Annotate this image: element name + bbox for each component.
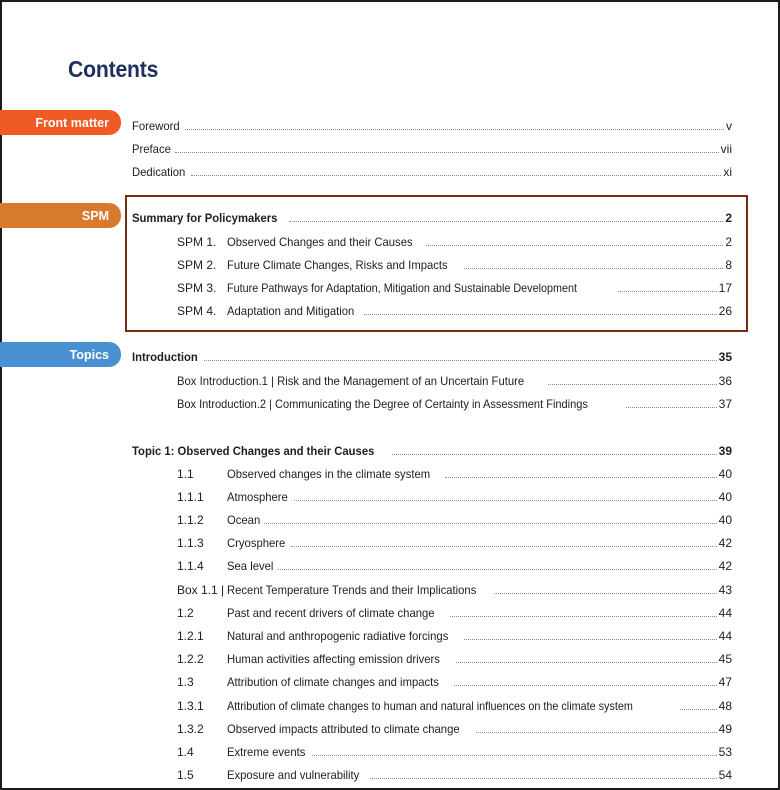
leader-dots [191, 175, 722, 176]
toc-entry[interactable] [177, 486, 732, 504]
entry-label: Ocean [227, 513, 261, 527]
entry-page: 40 [718, 513, 732, 527]
leader-dots [294, 500, 717, 501]
entry-label: Exposure and vulnerability [227, 768, 360, 782]
entry-label: Preface [132, 142, 171, 156]
toc-entry-spm2[interactable] [177, 254, 732, 272]
toc-entry[interactable] [177, 463, 732, 481]
entry-page: 48 [718, 699, 732, 713]
entry-number: 1.2 [177, 606, 194, 620]
page-title: Contents [68, 56, 159, 82]
entry-label: Topic 1: Observed Changes and their Causes [132, 444, 375, 458]
entry-number: 1.3 [177, 675, 194, 689]
entry-label: Past and recent drivers of climate change [227, 606, 435, 620]
entry-page: 40 [718, 467, 732, 481]
entry-page: 45 [718, 652, 732, 666]
leader-dots [204, 360, 717, 361]
entry-number: 1.1.2 [177, 513, 204, 527]
leader-dots [185, 129, 724, 130]
entry-page: 2 [725, 235, 732, 249]
entry-page: 17 [718, 281, 732, 295]
toc-entry-foreword[interactable] [132, 115, 732, 133]
leader-dots [626, 407, 717, 408]
entry-number: 1.1 [177, 467, 194, 481]
entry-number: SPM 4. [177, 304, 217, 318]
toc-entry-spm1[interactable] [177, 231, 732, 249]
tab-spm[interactable]: SPM [0, 203, 121, 228]
entry-label: Sea level [227, 559, 274, 573]
leader-dots [426, 245, 723, 246]
toc-entry[interactable] [177, 555, 732, 573]
entry-label: Observed Changes and their Causes [227, 235, 413, 249]
entry-label: Human activities affecting emission drivers [227, 652, 440, 666]
toc-entry-box-intro-1[interactable] [177, 370, 732, 388]
entry-label: Cryosphere [227, 536, 286, 550]
leader-dots [175, 152, 718, 153]
entry-number: Box 1.1 | [177, 583, 225, 597]
entry-number: 1.3.2 [177, 722, 204, 736]
entry-label: Future Pathways for Adaptation, Mitigation and Sustainable Development [227, 281, 578, 295]
entry-number: 1.1.4 [177, 559, 204, 573]
toc-entry[interactable] [177, 625, 732, 643]
entry-label: Natural and anthropogenic radiative forcings [227, 629, 449, 643]
toc-entry[interactable] [177, 718, 732, 736]
entry-page: v [726, 119, 732, 133]
entry-number: 1.2.2 [177, 652, 204, 666]
entry-page: 44 [718, 606, 732, 620]
entry-number: SPM 3. [177, 281, 217, 295]
entry-label: Recent Temperature Trends and their Implications [227, 583, 477, 597]
toc-entry[interactable] [177, 532, 732, 550]
entry-page: 8 [725, 258, 732, 272]
entry-label: Observed impacts attributed to climate change [227, 722, 460, 736]
entry-page: 44 [718, 629, 732, 643]
entry-page: 35 [718, 350, 732, 364]
entry-label: Observed changes in the climate system [227, 467, 431, 481]
entry-number: 1.1.1 [177, 490, 204, 504]
entry-page: 40 [718, 490, 732, 504]
entry-label: Atmosphere [227, 490, 288, 504]
entry-label: Adaptation and Mitigation [227, 304, 355, 318]
leader-dots [456, 662, 717, 663]
entry-label: Introduction [132, 350, 198, 364]
toc-entry[interactable] [177, 695, 732, 713]
entry-label: Future Climate Changes, Risks and Impacts [227, 258, 448, 272]
leader-dots [370, 778, 717, 779]
entry-number: 1.2.1 [177, 629, 204, 643]
leader-dots [312, 755, 716, 756]
leader-dots [364, 314, 716, 315]
toc-entry[interactable] [177, 509, 732, 527]
entry-page: 53 [718, 745, 732, 759]
entry-page: 2 [725, 211, 732, 225]
entry-page: 47 [718, 675, 732, 689]
entry-number: 1.4 [177, 745, 194, 759]
leader-dots [618, 291, 717, 292]
entry-page: vii [720, 142, 732, 156]
toc-entry[interactable] [177, 764, 732, 782]
entry-number: SPM 1. [177, 235, 217, 249]
toc-entry[interactable] [177, 648, 732, 666]
toc-entry-spm3[interactable] [177, 277, 732, 295]
toc-entry[interactable] [177, 741, 732, 759]
entry-number: 1.3.1 [177, 699, 204, 713]
entry-label: Dedication [132, 165, 186, 179]
leader-dots [454, 685, 716, 686]
toc-entry-dedication[interactable] [132, 161, 732, 179]
entry-label: Box Introduction.1 | Risk and the Management of an Uncertain Future [177, 374, 525, 388]
entry-label: Box Introduction.2 | Communicating the Degree of Certainty in Assessment Findings [177, 397, 588, 411]
entry-page: 42 [718, 559, 732, 573]
entry-page: 36 [718, 374, 732, 388]
leader-dots [291, 546, 717, 547]
toc-entry[interactable] [177, 602, 732, 620]
entry-page: xi [723, 165, 732, 179]
leader-dots [450, 616, 717, 617]
toc-entry[interactable] [177, 579, 732, 597]
leader-dots [464, 639, 716, 640]
entry-label: Extreme events [227, 745, 306, 759]
leader-dots [264, 523, 716, 524]
toc-entry-topic1[interactable] [132, 440, 732, 458]
entry-page: 42 [718, 536, 732, 550]
leader-dots [680, 709, 717, 710]
entry-page: 26 [718, 304, 732, 318]
leader-dots [445, 477, 717, 478]
entry-label: Foreword [132, 119, 180, 133]
entry-page: 43 [718, 583, 732, 597]
entry-page: 49 [718, 722, 732, 736]
entry-page: 54 [718, 768, 732, 782]
toc-entry-spm[interactable] [132, 207, 732, 225]
entry-label: Summary for Policymakers [132, 211, 278, 225]
leader-dots [392, 454, 717, 455]
leader-dots [548, 384, 716, 385]
entry-label: Attribution of climate changes and impacts [227, 675, 439, 689]
entry-label: Attribution of climate changes to human and natural influences on the climate system [227, 699, 633, 713]
entry-number: 1.5 [177, 768, 194, 782]
toc-entry-preface[interactable] [132, 138, 732, 156]
entry-number: 1.1.3 [177, 536, 204, 550]
toc-entry-spm4[interactable] [177, 300, 732, 318]
entry-number: SPM 2. [177, 258, 217, 272]
toc-entry-box-intro-2[interactable] [177, 393, 732, 411]
leader-dots [476, 732, 716, 733]
toc-entry-introduction[interactable] [132, 346, 732, 364]
leader-dots [464, 268, 724, 269]
leader-dots [278, 569, 716, 570]
toc-entry[interactable] [177, 671, 732, 689]
tab-topics[interactable]: Topics [0, 342, 121, 367]
tab-front-matter[interactable]: Front matter [0, 110, 121, 135]
leader-dots [289, 221, 724, 222]
entry-page: 39 [718, 444, 732, 458]
entry-page: 37 [718, 397, 732, 411]
leader-dots [494, 593, 716, 594]
